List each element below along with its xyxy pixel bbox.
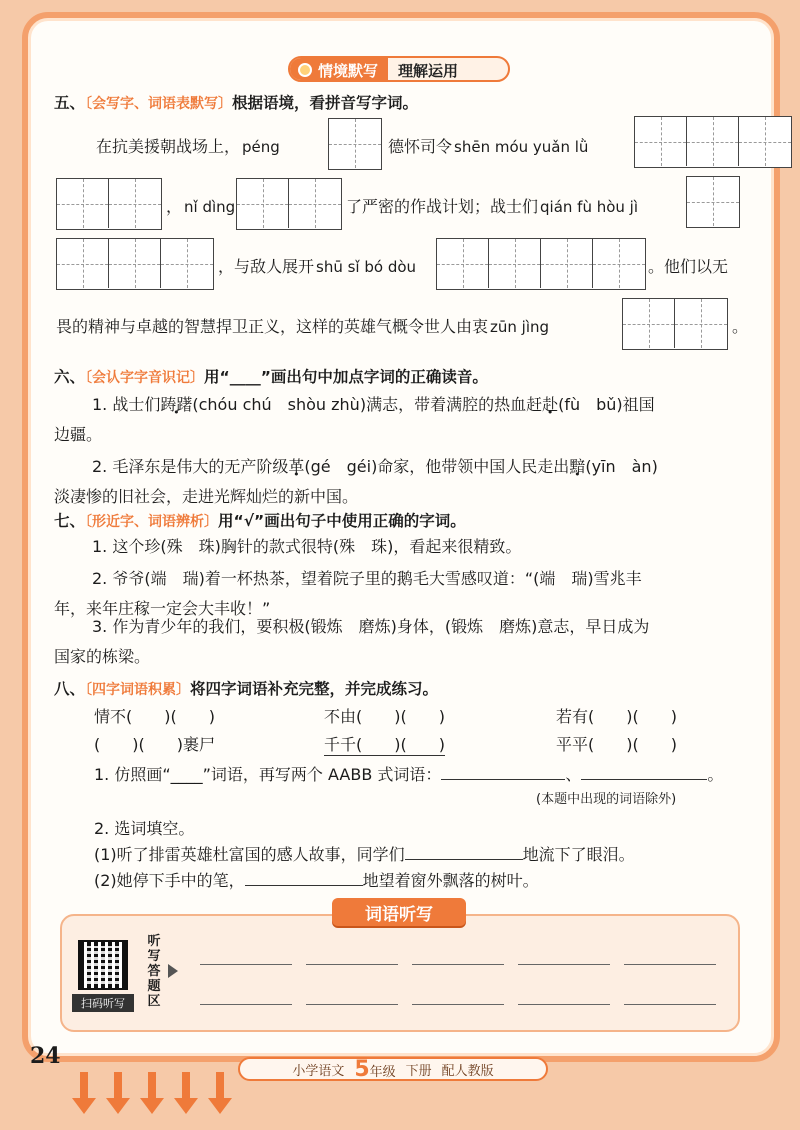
answer-grid-4[interactable]: [236, 178, 342, 230]
section-instruction: 根据语境，看拼音写字词。: [232, 94, 419, 112]
text: (yīn àn): [585, 457, 658, 476]
text: 边疆。: [54, 425, 103, 444]
medal-icon: [298, 63, 312, 77]
s5-line2-pinyin: ， nǐ dìng: [166, 197, 236, 216]
s5-line2-text: [346, 194, 640, 217]
text: 1. 仿照画“____”词语，再写两个 AABB 式词语：: [94, 765, 442, 784]
s8-practice-1: [94, 762, 723, 785]
text: 赶: [526, 395, 543, 414]
dotted-word: 赴: [542, 395, 559, 414]
grid-cell[interactable]: [687, 177, 739, 226]
footer-pill: [238, 1057, 548, 1081]
s8-fill-1: [94, 842, 635, 865]
grid-cell[interactable]: [109, 179, 161, 228]
down-arrow-icon: [206, 1072, 232, 1118]
grid-cell[interactable]: [237, 179, 289, 228]
text: (chóu chú shòu zhù)满志，带着满腔的热血: [192, 395, 527, 414]
answer-grid-8[interactable]: [622, 298, 728, 350]
pinyin: zūn jìng: [490, 318, 550, 336]
text: 了严密的作战计划；战士们: [346, 197, 539, 216]
section-8-title: [54, 678, 754, 701]
footer-grade-number: 5: [354, 1056, 370, 1082]
section-5-title: [54, 92, 754, 115]
section-number: 七、: [54, 512, 86, 530]
dictation-line[interactable]: [412, 1004, 504, 1005]
dictation-line[interactable]: [200, 1004, 292, 1005]
footer-edition: 配人教版: [441, 1063, 494, 1079]
footer-grade: 年级: [369, 1064, 396, 1080]
grid-cell[interactable]: [161, 239, 213, 288]
answer-grid-3[interactable]: [56, 178, 162, 230]
section-7-title: [54, 510, 754, 533]
text: 地望着窗外飘落的树叶。: [362, 871, 539, 890]
text: 2. 爷爷(端 瑞)着一杯热茶，望着院子里的鹅毛大雪感叹道：“(端 瑞)雪兆丰: [92, 569, 642, 588]
grid-cell[interactable]: [635, 117, 687, 166]
s5-line4-end: 。: [732, 317, 749, 336]
pinyin: shū sǐ bó dòu: [316, 258, 417, 276]
dictation-line[interactable]: [624, 1004, 716, 1005]
answer-grid-6[interactable]: [56, 238, 214, 290]
grid-cell[interactable]: [57, 239, 109, 288]
dictation-line[interactable]: [624, 964, 716, 965]
s7-question-1: [54, 532, 744, 562]
grid-cell[interactable]: [593, 239, 645, 288]
answer-area-label: 听写答题区: [147, 934, 161, 1009]
answer-grid-1[interactable]: [328, 118, 382, 170]
grid-cell[interactable]: [675, 299, 727, 348]
down-arrow-icon: [70, 1072, 96, 1118]
s8-practice-2: 2. 选词填空。: [94, 819, 195, 838]
arrow-right-icon: [168, 964, 178, 978]
text: 畏的精神与卓越的智慧捍卫正义，这样的英雄气概令世人由衷: [56, 317, 489, 336]
section-tag: 〔会写字、词语表默写〕: [85, 96, 233, 112]
text: 1. 这个珍(殊 珠)胸针的款式很特(殊 珠)，看起来很精致。: [92, 537, 522, 556]
grid-cell[interactable]: [739, 117, 791, 166]
s6-question-1: [54, 390, 744, 450]
text: 地流下了眼泪。: [522, 845, 635, 864]
text: 德怀司令: [388, 137, 453, 156]
dictation-banner: 词语听写: [332, 898, 466, 926]
answer-grid-5[interactable]: [686, 176, 740, 228]
answer-blank[interactable]: [581, 779, 707, 780]
section-6-title: [54, 366, 754, 389]
idiom-2[interactable]: 不由( )( ): [324, 707, 445, 726]
text: (1)听了排雷英雄杜富国的感人故事，同学们: [94, 845, 405, 864]
idiom-3[interactable]: 若有( )( ): [556, 707, 677, 726]
text: 国家的栋梁。: [54, 647, 151, 666]
text: ，与敌人展开: [218, 257, 315, 276]
grid-cell[interactable]: [687, 117, 739, 166]
section-instruction: 用“√”画出句子中使用正确的字词。: [218, 512, 466, 530]
section-header-pill: [288, 56, 510, 82]
text: (fù bǔ)祖国: [558, 395, 655, 414]
idiom-6[interactable]: 平平( )( ): [556, 735, 677, 754]
pinyin: péng: [242, 138, 280, 156]
page-number: 24: [30, 1043, 61, 1069]
down-arrow-icon: [172, 1072, 198, 1118]
section-number: 八、: [54, 680, 86, 698]
s5-line3-end: 。他们以无: [648, 257, 729, 276]
header-right-label: 理解运用: [398, 61, 459, 80]
text: 淡凄惨的旧社会，走进光辉灿烂的新中国。: [54, 487, 359, 506]
qr-code-icon[interactable]: [78, 940, 128, 990]
dictation-line[interactable]: [200, 964, 292, 965]
grid-cell[interactable]: [57, 179, 109, 228]
header-left: [290, 58, 388, 80]
s5-line1-text-b: [388, 134, 590, 157]
idiom-4[interactable]: ( )( )裹尸: [94, 735, 215, 754]
down-arrow-icon: [138, 1072, 164, 1118]
section-number: 六、: [54, 368, 86, 386]
answer-blank[interactable]: [441, 779, 565, 780]
grid-cell[interactable]: [623, 299, 675, 348]
dictation-line[interactable]: [412, 964, 504, 965]
pinyin: shēn móu yuǎn lǜ: [454, 138, 589, 156]
s8-fill-2: [94, 868, 539, 891]
section-instruction: 将四字词语补充完整，并完成练习。: [190, 680, 439, 698]
text: 。: [707, 765, 724, 784]
text: 在抗美援朝战场上，: [96, 137, 241, 156]
footer-subject: 小学语文: [292, 1063, 345, 1079]
dotted-word: 革: [288, 457, 305, 476]
section-tag: 〔四字词语积累〕: [85, 682, 191, 698]
grid-cell[interactable]: [289, 179, 341, 228]
s5-line3-text: [218, 254, 418, 277]
grid-cell[interactable]: [437, 239, 489, 288]
s6-question-2: [54, 452, 744, 512]
s5-line1-text: [96, 134, 282, 157]
section-tag: 〔会认字字音识记〕: [85, 370, 205, 386]
text: 、: [565, 765, 582, 784]
down-arrow-icon: [104, 1072, 130, 1118]
dotted-word: 黯: [569, 457, 586, 476]
answer-blank[interactable]: [405, 859, 523, 860]
decorative-arrows: [70, 1072, 232, 1118]
idiom-1[interactable]: 情不( )( ): [94, 707, 215, 726]
section-number: 五、: [54, 94, 86, 112]
section-instruction: 用“____”画出句中加点字词的正确读音。: [204, 368, 488, 386]
dictation-box: [60, 914, 740, 1032]
dictation-line[interactable]: [306, 1004, 398, 1005]
pinyin: nǐ dìng: [184, 198, 236, 216]
s7-question-3: [54, 612, 744, 672]
text: (gé géi)命家，他带领中国人民走出: [304, 457, 570, 476]
pinyin: qián fù hòu jì: [540, 198, 639, 216]
idiom-5-underlined[interactable]: 千千( )( ): [324, 732, 445, 756]
dictation-line[interactable]: [306, 964, 398, 965]
qr-label[interactable]: 扫码听写: [72, 994, 134, 1012]
dotted-word: 踌躇: [160, 395, 193, 414]
text: 2. 毛泽东是伟大的无产阶级: [92, 457, 289, 476]
text: 年，来年庄稼一定会大丰收！”: [54, 599, 271, 618]
text: (2)她停下手中的笔，: [94, 871, 245, 890]
s5-line4-text: [56, 314, 551, 337]
dictation-line[interactable]: [518, 964, 610, 965]
answer-grid-7[interactable]: [436, 238, 646, 290]
header-left-label: 情境默写: [318, 61, 379, 80]
grid-cell[interactable]: [329, 119, 381, 168]
footer-term: 下册: [405, 1063, 432, 1079]
grid-cell[interactable]: [541, 239, 593, 288]
s8-note: (本题中出现的词语除外): [536, 792, 677, 807]
text: 1. 战士们: [92, 395, 161, 414]
text: 3. 作为青少年的我们，要积极(锻炼 磨炼)身体，(锻炼 磨炼)意志，早日成为: [92, 617, 650, 636]
section-tag: 〔形近字、词语辨析〕: [85, 514, 219, 530]
dictation-line[interactable]: [518, 1004, 610, 1005]
grid-cell[interactable]: [109, 239, 161, 288]
grid-cell[interactable]: [489, 239, 541, 288]
answer-blank[interactable]: [245, 885, 363, 886]
answer-grid-2[interactable]: [634, 116, 792, 168]
